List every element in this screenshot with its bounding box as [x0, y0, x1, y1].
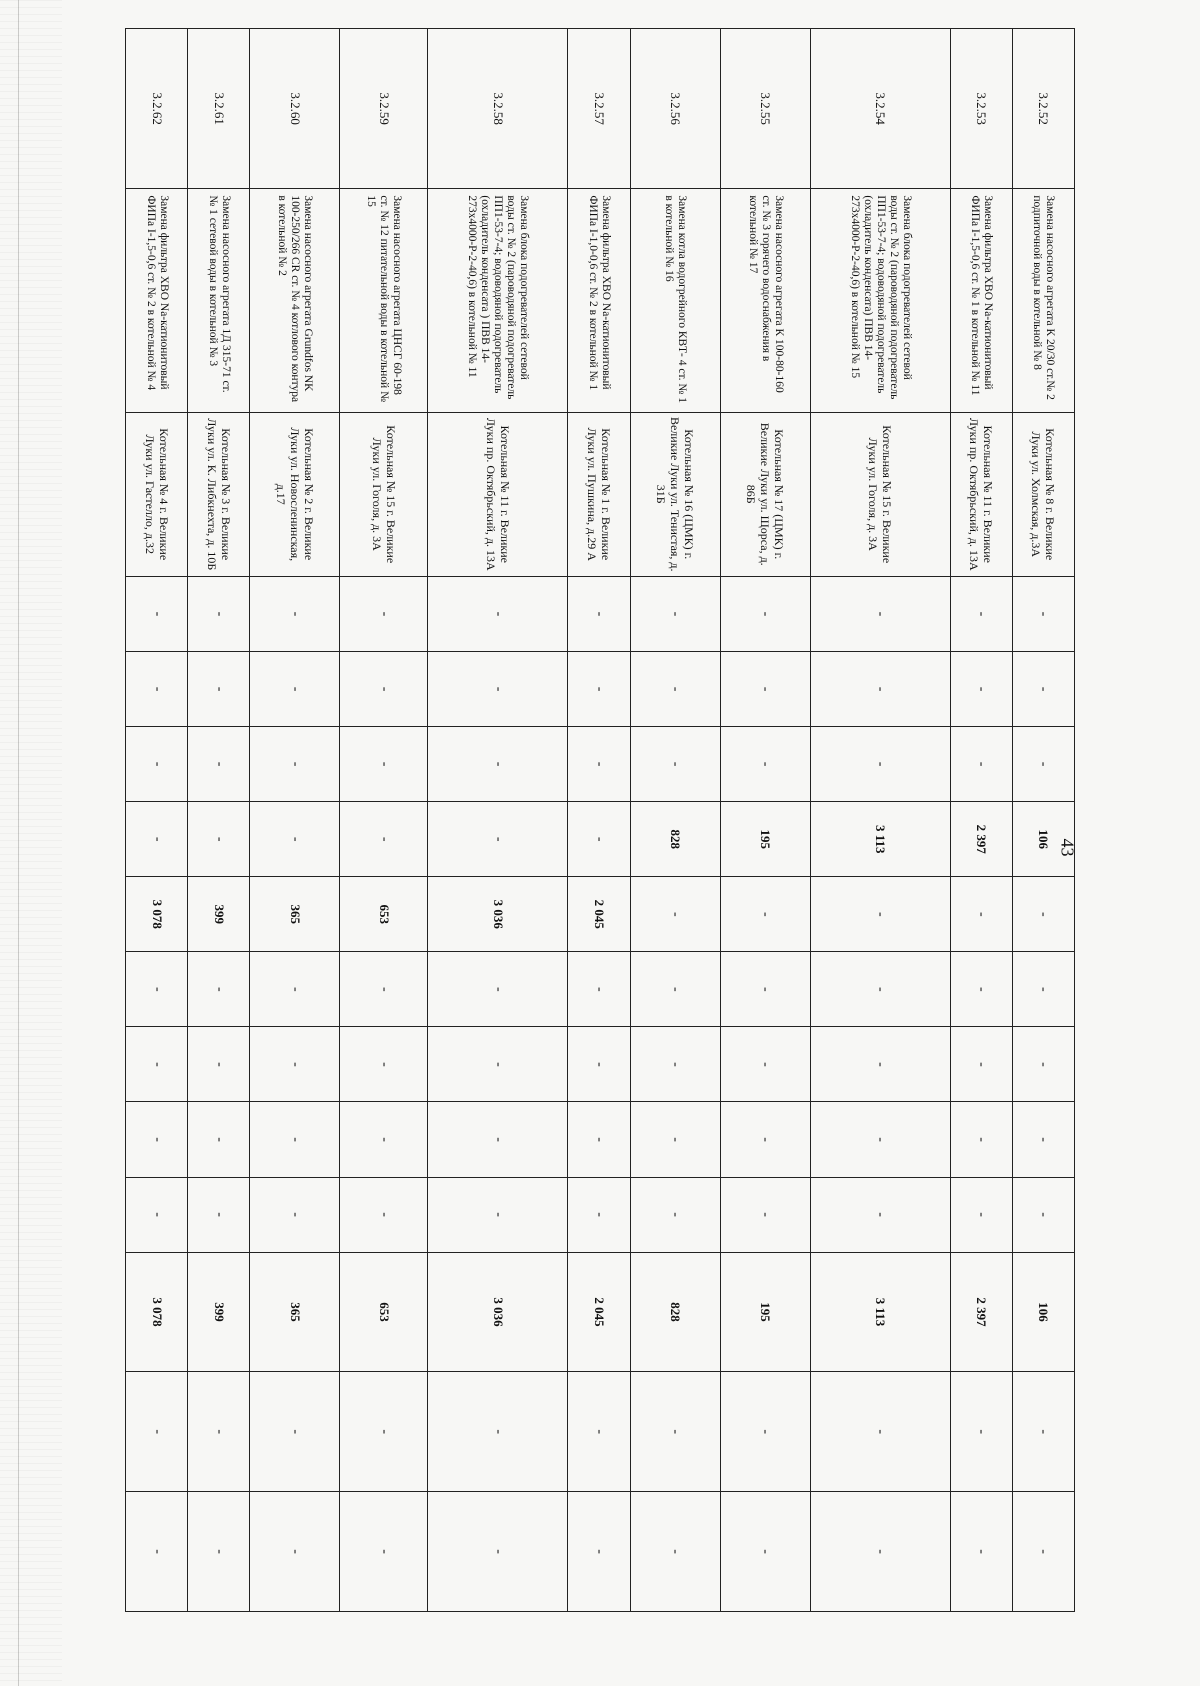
value-cell: - [340, 1372, 428, 1492]
measure-name: Замена насосного агрегата Grundfos NK 100-250/266 CR ст. № 4 котлового контура в котельной № 2 [250, 189, 340, 412]
value-cell: - [250, 1372, 340, 1492]
value-cell: - [126, 727, 188, 802]
value-cell: - [950, 1177, 1012, 1252]
value-cell: - [126, 1177, 188, 1252]
value-cell: - [1012, 952, 1074, 1027]
value-cell: - [188, 802, 250, 877]
value-cell: 2 397 [950, 802, 1012, 877]
measure-name: Замена блока подогревателей сетевой воды ст. № 2 (пароводяной подогреватель ПП1-53-7-4; водоводяной подогреватель (охладитель конденсата) ПВВ 14-273х4000-Р-2-40,6) в котельной № 15 [810, 189, 950, 412]
value-cell: 2 045 [568, 1252, 630, 1372]
value-cell: 399 [188, 877, 250, 952]
scan-edge [0, 0, 62, 1686]
value-cell: - [188, 1372, 250, 1492]
value-cell: 106 [1012, 802, 1074, 877]
value-cell: - [950, 1492, 1012, 1612]
row-number: 3.2.61 [188, 29, 250, 189]
value-cell: - [568, 1102, 630, 1177]
table-body [126, 29, 1075, 1612]
value-cell: - [630, 1102, 720, 1177]
value-cell: - [568, 802, 630, 877]
value-cell: - [428, 1027, 568, 1102]
table-row [340, 29, 428, 1612]
table-row [720, 29, 810, 1612]
measure-name: Замена насосного агрегата К 100-80-160 ст. № 3 горячего водоснабжения в котельной № 17 [720, 189, 810, 412]
value-cell: - [568, 576, 630, 651]
scan-line [18, 0, 19, 1686]
table-row [126, 29, 188, 1612]
value-cell: - [250, 952, 340, 1027]
value-cell: - [250, 1492, 340, 1612]
table-row [630, 29, 720, 1612]
value-cell: - [1012, 576, 1074, 651]
measure-name: Замена котла водогрейного КВТ- 4 ст. № 1 в котельной № 16 [630, 189, 720, 412]
value-cell: 828 [630, 1252, 720, 1372]
value-cell: - [126, 576, 188, 651]
value-cell: - [720, 1177, 810, 1252]
value-cell: - [340, 1177, 428, 1252]
value-cell: - [630, 727, 720, 802]
value-cell: - [1012, 652, 1074, 727]
value-cell: 3 113 [810, 1252, 950, 1372]
value-cell: - [250, 727, 340, 802]
value-cell: 828 [630, 802, 720, 877]
value-cell: - [188, 1492, 250, 1612]
value-cell: - [1012, 1372, 1074, 1492]
value-cell: - [126, 952, 188, 1027]
value-cell: - [126, 1492, 188, 1612]
value-cell: - [568, 1372, 630, 1492]
table-row [250, 29, 340, 1612]
row-number: 3.2.57 [568, 29, 630, 189]
value-cell: - [568, 1027, 630, 1102]
value-cell: - [810, 1102, 950, 1177]
value-cell: - [810, 1372, 950, 1492]
value-cell: - [250, 1177, 340, 1252]
value-cell: - [568, 727, 630, 802]
value-cell: - [250, 576, 340, 651]
value-cell: - [428, 952, 568, 1027]
value-cell: - [340, 952, 428, 1027]
table-row [1012, 29, 1074, 1612]
value-cell: 2 397 [950, 1252, 1012, 1372]
value-cell: - [630, 1492, 720, 1612]
value-cell: - [630, 576, 720, 651]
row-number: 3.2.52 [1012, 29, 1074, 189]
value-cell: - [1012, 1492, 1074, 1612]
value-cell: - [428, 576, 568, 651]
value-cell: - [1012, 727, 1074, 802]
value-cell: - [810, 1492, 950, 1612]
value-cell: - [340, 1027, 428, 1102]
value-cell: - [720, 1372, 810, 1492]
measure-name: Замена фильтра ХВО Na-катионитовый ФИПа I-1,5-0,6 ст. № 2 в котельной № 4 [126, 189, 188, 412]
measure-name: Замена блока подогревателей сетевой воды ст. № 2 (пароводяной подогреватель ПП1-53-7-4; водоводяной подогреватель (охладитель конденсата ) ПВВ 14-273х4000-Р-2-40,6) в котельной № 11 [428, 189, 568, 412]
value-cell: - [340, 1102, 428, 1177]
row-number: 3.2.54 [810, 29, 950, 189]
boiler-address: Котельная № 3 г. Великие Луки ул. К. Либкнехта, д. 10Б [188, 412, 250, 576]
boiler-address: Котельная № 1 г. Великие Луки ул. Пушкина, д.29 А [568, 412, 630, 576]
value-cell: 2 045 [568, 877, 630, 952]
value-cell: - [126, 652, 188, 727]
value-cell: - [428, 1102, 568, 1177]
measure-name: Замена фильтра ХВО Na-катионитовый ФИПа I-1,0-0,6 ст. № 2 в котельной № 1 [568, 189, 630, 412]
row-number: 3.2.59 [340, 29, 428, 189]
measure-name: Замена фильтра ХВО Na-катионитовый ФИПа I-1,5-0,6 ст. № 1 в котельной № 11 [950, 189, 1012, 412]
row-number: 3.2.62 [126, 29, 188, 189]
value-cell: - [340, 1492, 428, 1612]
value-cell: - [1012, 877, 1074, 952]
table-row [810, 29, 950, 1612]
value-cell: - [950, 952, 1012, 1027]
value-cell: - [126, 802, 188, 877]
value-cell: - [340, 576, 428, 651]
value-cell: 106 [1012, 1252, 1074, 1372]
value-cell: - [568, 1492, 630, 1612]
value-cell: - [126, 1102, 188, 1177]
value-cell: - [720, 1027, 810, 1102]
table-row [428, 29, 568, 1612]
value-cell: - [630, 652, 720, 727]
value-cell: - [428, 802, 568, 877]
value-cell: - [250, 1102, 340, 1177]
value-cell: - [1012, 1027, 1074, 1102]
row-number: 3.2.60 [250, 29, 340, 189]
value-cell: - [568, 652, 630, 727]
value-cell: - [188, 952, 250, 1027]
value-cell: - [250, 802, 340, 877]
value-cell: - [188, 727, 250, 802]
value-cell: - [126, 1372, 188, 1492]
value-cell: - [188, 1027, 250, 1102]
value-cell: - [720, 952, 810, 1027]
boiler-address: Котельная № 8 г. Великие Луки ул. Холмская, д.3А [1012, 412, 1074, 576]
value-cell: 399 [188, 1252, 250, 1372]
value-cell: - [810, 1027, 950, 1102]
value-cell: - [428, 1372, 568, 1492]
boiler-address: Котельная № 15 г. Великие Луки ул. Гоголя, д. 3А [340, 412, 428, 576]
value-cell: 3 036 [428, 1252, 568, 1372]
row-number: 3.2.53 [950, 29, 1012, 189]
value-cell: - [1012, 1177, 1074, 1252]
value-cell: 653 [340, 1252, 428, 1372]
value-cell: - [630, 1372, 720, 1492]
value-cell: 653 [340, 877, 428, 952]
value-cell: 365 [250, 877, 340, 952]
value-cell: - [188, 652, 250, 727]
value-cell: - [630, 952, 720, 1027]
value-cell: - [630, 1027, 720, 1102]
measure-name: Замена насосного агрегата ЦНСГ 60-198 ст. № 12 питательной воды в котельной № 15 [340, 189, 428, 412]
boiler-address: Котельная № 15 г. Великие Луки ул. Гоголя, д. 3А [810, 412, 950, 576]
boiler-address: Котельная № 4 г. Великие Луки ул. Гастелло, д.32 [126, 412, 188, 576]
value-cell: - [340, 727, 428, 802]
boiler-address: Котельная № 16 (ЦМК) г. Великие Луки ул. Тенистая, д. 31Б [630, 412, 720, 576]
table-row [568, 29, 630, 1612]
value-cell: - [950, 877, 1012, 952]
value-cell: 195 [720, 802, 810, 877]
value-cell: - [720, 652, 810, 727]
value-cell: - [428, 1177, 568, 1252]
row-number: 3.2.58 [428, 29, 568, 189]
value-cell: - [250, 1027, 340, 1102]
value-cell: - [428, 727, 568, 802]
value-cell: - [810, 576, 950, 651]
value-cell: - [950, 1372, 1012, 1492]
boiler-address: Котельная № 2 г. Великие Луки ул. Новосленинская, д.17 [250, 412, 340, 576]
value-cell: - [630, 877, 720, 952]
measure-name: Замена насосного агрегата 1Д 315-71 ст. № 1 сетевой воды в котельной № 3 [188, 189, 250, 412]
value-cell: - [428, 1492, 568, 1612]
table-row [188, 29, 250, 1612]
value-cell: - [126, 1027, 188, 1102]
row-number: 3.2.56 [630, 29, 720, 189]
page-number: 43 [1057, 838, 1078, 857]
value-cell: 3 078 [126, 1252, 188, 1372]
boiler-address: Котельная № 11 г. Великие Луки пр. Октябрьский, д. 13А [428, 412, 568, 576]
measure-name: Замена насосного агрегата К 20/30 ст.№ 2 подпиточной воды в котельной № 8 [1012, 189, 1074, 412]
value-cell: - [950, 727, 1012, 802]
value-cell: - [720, 1492, 810, 1612]
value-cell: - [720, 1102, 810, 1177]
rotated-table-wrapper [125, 28, 1075, 1612]
value-cell: 3 078 [126, 877, 188, 952]
value-cell: - [810, 727, 950, 802]
value-cell: - [250, 652, 340, 727]
value-cell: - [720, 727, 810, 802]
value-cell: - [568, 952, 630, 1027]
value-cell: - [568, 1177, 630, 1252]
table-row [950, 29, 1012, 1612]
value-cell: - [630, 1177, 720, 1252]
value-cell: - [188, 1177, 250, 1252]
value-cell: - [810, 652, 950, 727]
value-cell: - [340, 802, 428, 877]
row-number: 3.2.55 [720, 29, 810, 189]
value-cell: - [950, 576, 1012, 651]
value-cell: - [340, 652, 428, 727]
value-cell: - [720, 576, 810, 651]
boiler-address: Котельная № 17 (ЦМК) г. Великие Луки ул. Щорса, д. 86Б [720, 412, 810, 576]
value-cell: - [950, 1027, 1012, 1102]
value-cell: - [1012, 1102, 1074, 1177]
value-cell: - [188, 1102, 250, 1177]
boiler-address: Котельная № 11 г. Великие Луки пр. Октябрьский, д. 13А [950, 412, 1012, 576]
value-cell: 3 036 [428, 877, 568, 952]
value-cell: - [428, 652, 568, 727]
value-cell: 365 [250, 1252, 340, 1372]
value-cell: - [810, 877, 950, 952]
value-cell: - [810, 952, 950, 1027]
value-cell: 195 [720, 1252, 810, 1372]
value-cell: - [188, 576, 250, 651]
value-cell: - [950, 1102, 1012, 1177]
investment-program-table [125, 28, 1075, 1612]
value-cell: - [950, 652, 1012, 727]
value-cell: - [810, 1177, 950, 1252]
value-cell: - [720, 877, 810, 952]
value-cell: 3 113 [810, 802, 950, 877]
